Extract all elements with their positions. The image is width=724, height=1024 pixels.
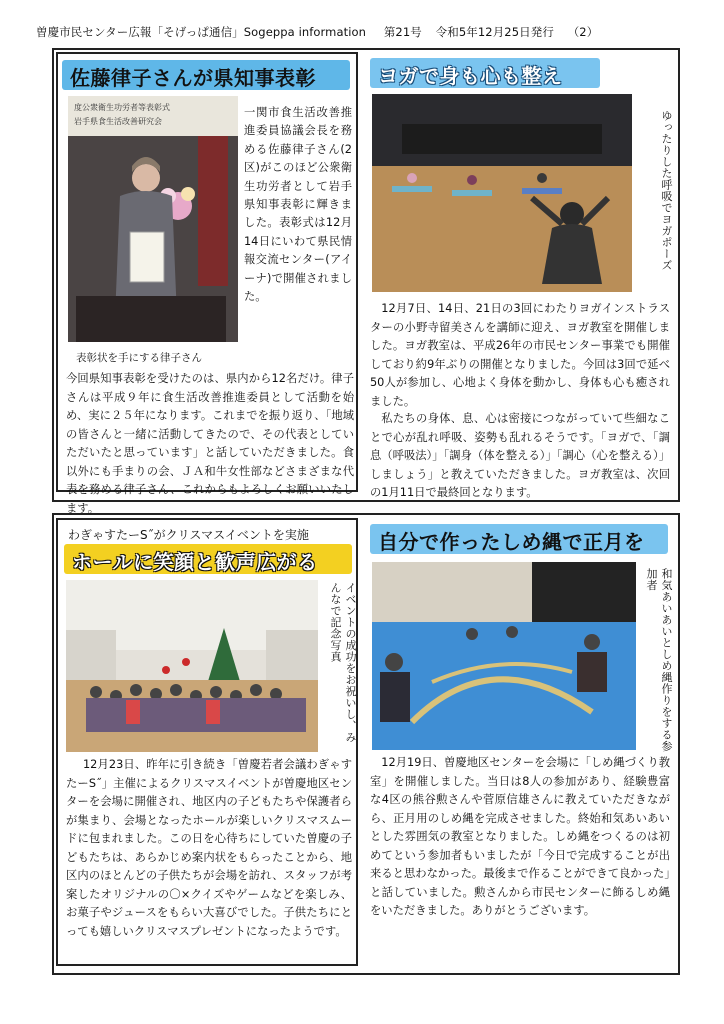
yoga-photo — [372, 94, 632, 292]
header-page: （2） — [567, 25, 599, 39]
title-banner — [370, 58, 600, 88]
shimenawa-photo-illustration — [372, 562, 636, 750]
title-banner — [62, 60, 350, 90]
article-title: 佐藤律子さんが県知事表彰 — [70, 66, 316, 90]
christmas-photo-illustration — [66, 580, 318, 752]
article-text-bottom: 今回県知事表彰を受けたのは、県内から12名だけ。律子さんは平成９年に食生活改善推進委員として活動を始め、実に２５年になります。これまでを振り返り、「地域の皆さんと一緒に活動してきたので、その代表としていただいたと思っています」と話していただきました。食以外にも手まりの会、ＪＡ和牛女性部などさまざまな代表を務める律子さん、これからもよろしくお願いいたします。 — [66, 372, 354, 515]
christmas-photo — [66, 580, 318, 752]
header-date: 令和5年12月25日発行 — [435, 25, 554, 39]
sign-line-1: 度公衆衛生功労者等表彰式 — [74, 103, 170, 112]
shimenawa-photo — [372, 562, 636, 750]
title-banner — [64, 544, 352, 574]
christmas-text: 12月23日、昨年に引き続き「曽慶若者会議わぎゃすたーS˝」主催によるクリスマスイベントが曽慶地区センターを会場に開催され、地区内の子どもたちや保護者らが集まり、会場となったホールが楽しいクリスマスムードに包まれました。この日を心待ちにしていた曽慶の子どもたちは、あらかじめ案内状をもらったことから、地区内のほとんどの子供たちが会場を訪れ、スタッフが考案したオリジナルの〇×クイズやゲームなどを楽しみ、お菓子やジュースをもらい大喜びでした。子供たちにとっても嬉しいクリスマスプレゼントになったようです。 — [66, 758, 352, 938]
award-photo-caption: 表彰状を手にする律子さん — [76, 352, 202, 364]
sign-line-2: 岩手県食生活改善研究会 — [74, 117, 162, 126]
article-yoga — [364, 52, 674, 499]
title-banner — [370, 524, 668, 554]
christmas-photo-caption: イベントの成功をお祝いし、みんなで記念写真 — [329, 582, 357, 743]
yoga-photo-illustration — [372, 94, 632, 292]
award-photo-illustration — [68, 96, 238, 342]
page-header — [36, 24, 696, 42]
article-subtitle: わぎゃすたーS˝がクリスマスイベントを実施 — [68, 528, 309, 542]
article-title: ヨガで身も心も整え — [378, 64, 563, 88]
shimenawa-photo-caption: 和気あいあいとしめ縄作りをする参加者 — [645, 568, 673, 752]
article-title: ホールに笑顔と歓声広がる — [72, 550, 318, 574]
article-shimenawa — [364, 518, 674, 966]
article-christmas — [56, 518, 358, 966]
yoga-text-1: 12月7日、14日、21日の3回にわたりヨガインストラスターの小野寺留美さんを講師に迎え、ヨガ教室を開催しました。ヨガ教室は、平成26年の市民センター事業でも開催しており約9年ぶりの開催となりました。今回は3回で延べ50人が参加し、心地よく身体を動かし、身体も心も癒されました。 — [370, 302, 670, 408]
yoga-text-2: 私たちの身体、息、心は密接につながっていて些細なことで心が乱れ呼吸、姿勢も乱れるそうです。「ヨガで、「調息（呼吸法）」「調身（体を整える）」「調心（心を整える）」しましょう」と教えていただきました。ヨガ教室は、次回の1月11日で最終回となります。 — [370, 412, 670, 499]
award-photo — [68, 96, 238, 342]
header-publisher: 曽慶市民センター広報「そげっぱ通信」Sogeppa information — [36, 25, 367, 39]
shimenawa-text: 12月19日、曽慶地区センターを会場に「しめ縄づくり教室」を開催しました。当日は8人の参加があり、経験豊富な4区の熊谷勲さんや菅原信雄さんに教えていただきながら、正月用のしめ縄を完成させました。終始和気あいあいとした雰囲気の教室となりました。しめ縄をつくるのは初めてという参加者もいましたが「今日で完成することが出来ると思わなかった。最後まで作ることができて良かった」と話していました。勲さんから市民センターに飾るしめ縄をいただきました。ありがとうございます。 — [370, 756, 670, 917]
header-issue: 第21号 — [383, 25, 422, 39]
article-governor-award — [56, 52, 358, 515]
article-text-right: 一関市食生活改善推進委員協議会長を務める佐藤律子さん(2区)がこのほど公衆衛生功労者として岩手県知事表彰に輝きました。表彰式は12月14日にいわて県民情報交流センター(アイーナ)で開催されました。 — [244, 106, 352, 304]
yoga-photo-caption: ゆったりした呼吸でヨガポーズ — [660, 110, 673, 271]
article-title: 自分で作ったしめ縄で正月を — [378, 530, 645, 554]
